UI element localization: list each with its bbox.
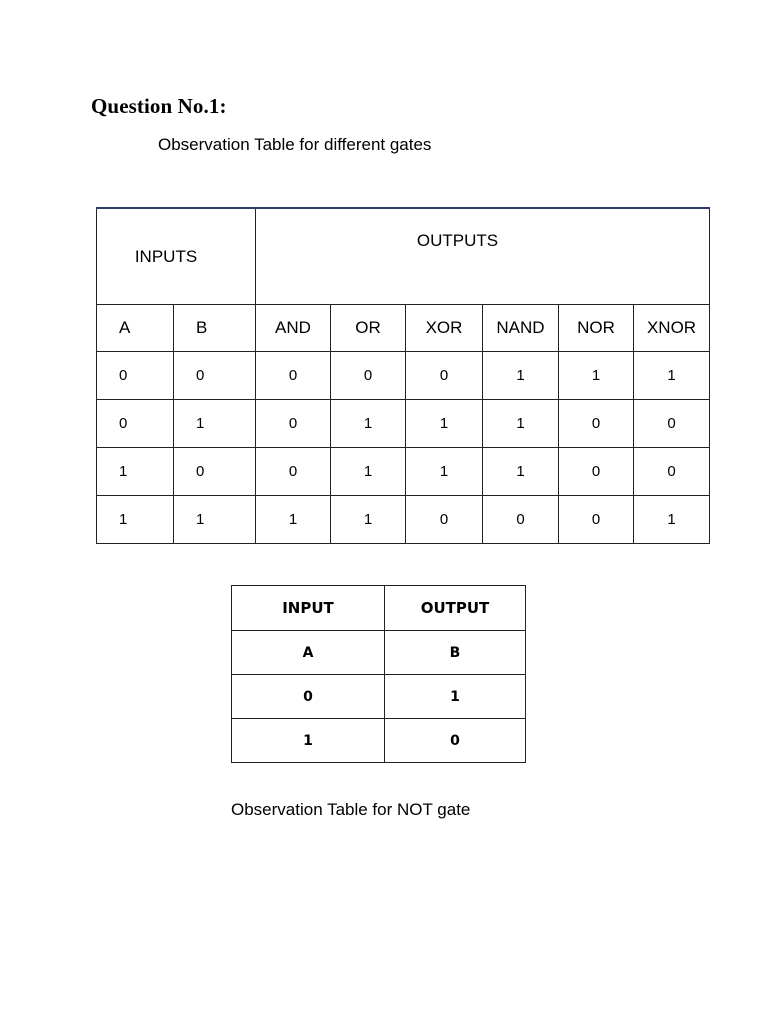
table-cell: 0: [406, 352, 483, 400]
table-cell: 1: [174, 400, 256, 448]
not-table-header-row: [232, 586, 526, 631]
table-cell: 1: [406, 400, 483, 448]
gates-table-title: Observation Table for different gates: [158, 135, 432, 154]
outputs-group-header: OUTPUTS: [256, 208, 710, 305]
table-cell: 1: [97, 448, 174, 496]
table-cell: 0: [483, 496, 559, 544]
table-cell: 0: [559, 400, 634, 448]
table-cell: 0: [559, 496, 634, 544]
table-cell: 1: [232, 719, 385, 763]
table-cell: 1: [385, 675, 526, 719]
table-row: [232, 675, 526, 719]
column-header-nand: NAND: [483, 305, 559, 352]
column-header-a: A: [97, 305, 174, 352]
column-header-xor: XOR: [406, 305, 483, 352]
table-cell: 1: [483, 400, 559, 448]
table-cell: 0: [97, 352, 174, 400]
output-header: OUTPUT: [385, 586, 526, 631]
column-header-and: AND: [256, 305, 331, 352]
table-cell: 1: [331, 400, 406, 448]
table-cell: 0: [174, 448, 256, 496]
table-cell: 0: [634, 448, 710, 496]
table-cell: 0: [256, 352, 331, 400]
table-row: [97, 352, 710, 400]
not-gate-table: [231, 585, 526, 763]
table-cell: 1: [634, 352, 710, 400]
table-cell: 0: [331, 352, 406, 400]
column-header-b: B: [174, 305, 256, 352]
table-cell: 0: [256, 448, 331, 496]
gates-observation-table: [96, 207, 710, 544]
table-cell: 0: [232, 675, 385, 719]
table-cell: 1: [256, 496, 331, 544]
table-cell: 0: [634, 400, 710, 448]
table-cell: 0: [559, 448, 634, 496]
table-cell: 0: [256, 400, 331, 448]
table-cell: 1: [174, 496, 256, 544]
table-cell: 1: [406, 448, 483, 496]
table-cell: 0: [385, 719, 526, 763]
question-title: Question No.1:: [91, 94, 227, 118]
table-cell: 1: [97, 496, 174, 544]
table-cell: 1: [483, 448, 559, 496]
table-cell: 1: [483, 352, 559, 400]
table-cell: 0: [174, 352, 256, 400]
table-cell: 1: [331, 448, 406, 496]
table-row: [97, 448, 710, 496]
input-header: INPUT: [232, 586, 385, 631]
output-subheader-b: B: [385, 631, 526, 675]
column-header-or: OR: [331, 305, 406, 352]
table-cell: 0: [97, 400, 174, 448]
table-cell: 1: [634, 496, 710, 544]
column-header-xnor: XNOR: [634, 305, 710, 352]
column-header-row: [97, 305, 710, 352]
not-table-subheader-row: [232, 631, 526, 675]
table-row: [97, 496, 710, 544]
inputs-group-header: INPUTS: [97, 208, 256, 305]
table-cell: 0: [406, 496, 483, 544]
table-row: [232, 719, 526, 763]
table-cell: 1: [559, 352, 634, 400]
column-header-nor: NOR: [559, 305, 634, 352]
input-subheader-a: A: [232, 631, 385, 675]
table-row: [97, 400, 710, 448]
group-header-row: [97, 208, 710, 305]
not-table-caption: Observation Table for NOT gate: [231, 800, 471, 819]
table-cell: 1: [331, 496, 406, 544]
